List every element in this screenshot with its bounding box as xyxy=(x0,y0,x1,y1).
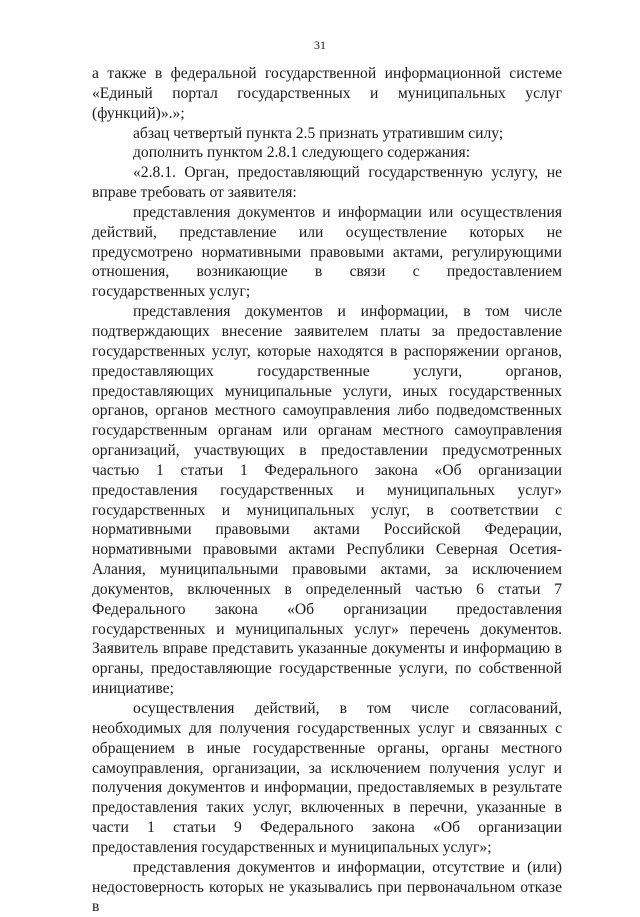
paragraph-abzac-2-5: абзац четвертый пункта 2.5 признать утратившим силу; xyxy=(133,124,504,142)
paragraph-continuation: а также в федеральной государственной информационной системе «Единый портал государственных и муниципальных услуг (функций)».»; xyxy=(92,65,562,122)
paragraph-item-1: представления документов и информации или осуществления действий, представление или осуществление которых не предусмотрено нормативными правовыми актами, регулирующими отношения, возникающие в связи с предоставлением государственных услуг; xyxy=(92,203,562,301)
document-body xyxy=(92,64,562,917)
paragraph-2-8-1-intro: «2.8.1. Орган, предоставляющий государственную услугу, не вправе требовать от заявителя: xyxy=(92,164,562,202)
page-number: 31 xyxy=(314,38,326,52)
paragraph-add-2-8-1: дополнить пунктом 2.8.1 следующего содержания: xyxy=(133,144,471,162)
paragraph-item-3: осуществления действий, в том числе согласований, необходимых для получения государственных услуг и связанных с обращением в иные государственные органы, органы местного самоуправления, организации, за исключением получения услуг и получения документов и информации, предоставляемых в результате предоставления таких услуг, включенных в перечни, указанные в части 1 статьи 9 Федерального закона «Об организации предоставления государственных и муниципальных услуг»; xyxy=(92,700,562,856)
paragraph-item-2: представления документов и информации, в том числе подтверждающих внесение заявителем платы за предоставление государственных услуг, которые находятся в распоряжении органов, предоставляющих государственные услуги, органов, предоставляющих муниципальные услуги, иных государственных органов, органов местного самоуправления либо подведомственных государственным органам или органам местного самоуправления организаций, участвующих в предоставлении предусмотренных частью 1 статьи 1 Федерального закона «Об организации предоставления государственных и муниципальных услуг» государственных и муниципальных услуг, в соответствии с нормативными правовыми актами Российской Федерации, нормативными правовыми актами Республики Северная Осетия-Алания, муниципальными правовыми актами, за исключением документов, включенных в определенный частью 6 статьи 7 Федерального закона «Об организации предоставления государственных и муниципальных услуг» перечень документов. Заявитель вправе представить указанные документы и информацию в органы, предоставляющие государственные услуги, по собственной инициативе; xyxy=(92,303,562,698)
paragraph-item-4: представления документов и информации, отсутствие и (или) недостоверность которых не указывались при первоначальном отказе в xyxy=(92,858,562,916)
